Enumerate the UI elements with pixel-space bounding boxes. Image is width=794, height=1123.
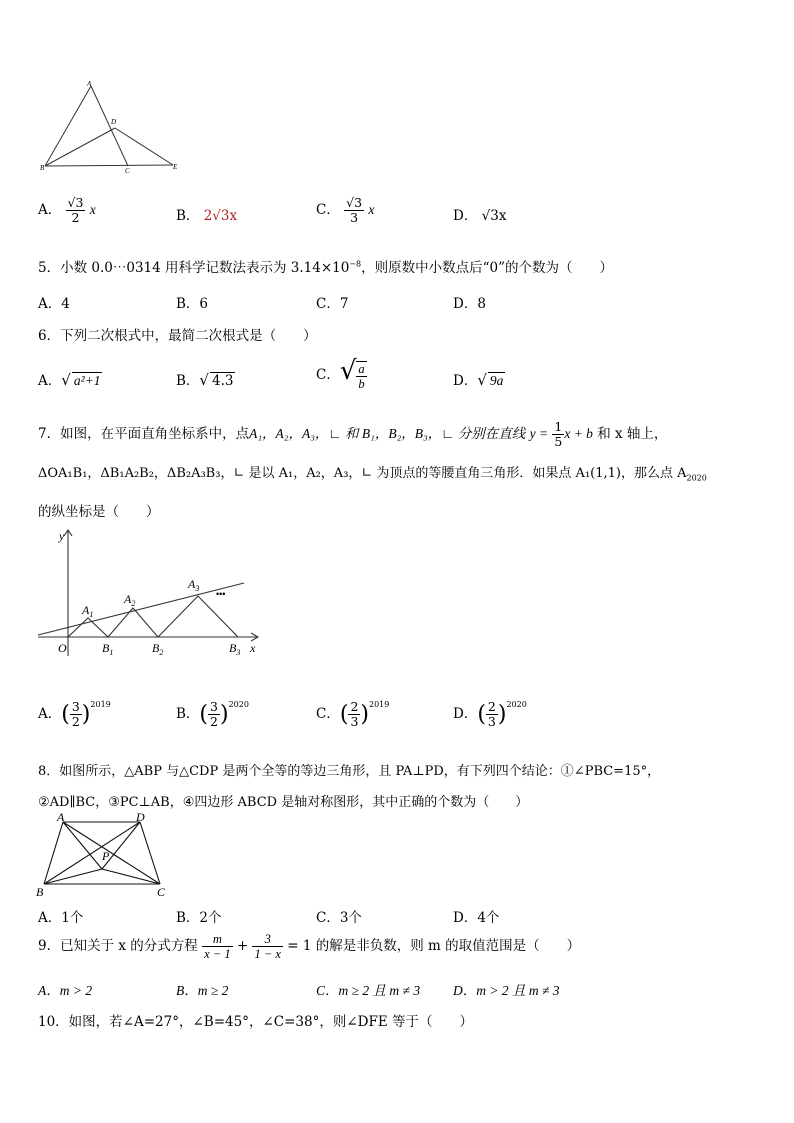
q10-stem: 10．如图，若∠A=27°，∠B=45°，∠C=38°，则∠DFE 等于（ ） [38, 1014, 473, 1030]
q4-option-d[interactable]: D． √3x [453, 208, 507, 224]
label-C: C [125, 167, 130, 175]
q7-stem-line3: 的纵坐标是（ ） [38, 504, 160, 520]
label-x: x [250, 641, 256, 655]
q5-option-d[interactable]: D．8 [453, 296, 486, 312]
q7-option-b[interactable]: B．( $\frac{3}{2}$ )$^{2020}$ [176, 699, 249, 729]
q7-option-d[interactable]: D．( $\frac{2}{3}$ )$^{2020}$ [453, 699, 527, 729]
label-C: C [157, 885, 166, 899]
q8-option-b[interactable]: B．2个 [176, 910, 222, 926]
q8-option-a[interactable]: A．1个 [38, 910, 84, 926]
label-y: y [59, 529, 65, 543]
q6-option-d[interactable]: D．√ 9a [453, 371, 504, 389]
q7-stem-line1: 7．如图，在平面直角坐标系中，点A₁，A₂，A₃，∟ 和 B₁，B₂，B₃，∟ 分别在直线 y = $\frac{1}{5}$ x + b 和 x 轴上， [38, 419, 668, 449]
q8-stem-line1: 8．如图所示，△ABP 与△CDP 是两个全等的等边三角形，且 PA⊥PD，有下列四个结论：①∠PBC=15°， [38, 764, 661, 779]
q4-option-c[interactable]: C． $\frac{√3}{3}$ x [316, 195, 375, 225]
label-E: E [173, 163, 178, 171]
q8-option-c[interactable]: C．3个 [316, 910, 362, 926]
label-B3: $B_3$ [229, 641, 241, 657]
label-O: O [58, 641, 67, 655]
label-P: P [102, 849, 110, 863]
label-B: B [36, 885, 44, 899]
q7-option-a[interactable]: A．( $\frac{3}{2}$ )$^{2019}$ [38, 699, 111, 729]
q4-option-a[interactable]: A． $\frac{√3}{2}$ x [38, 195, 96, 225]
label-B: B [40, 164, 45, 172]
q5-option-b[interactable]: B．6 [176, 296, 209, 312]
q5-option-a[interactable]: A．4 [38, 296, 70, 312]
q8-quadrilateral-figure [36, 810, 170, 902]
q5-option-c[interactable]: C．7 [316, 296, 349, 312]
q7-stem-line2: ΔOA₁B₁，ΔB₁A₂B₂，ΔB₂A₃B₃，∟ 是以 A₁，A₂，A₃，∟ 为顶点的等腰直角三角形．如果点 A₁(1,1)，那么点 $A_{2020}$ [38, 466, 707, 483]
q9-option-d[interactable]: D．m > 2 且 m ≠ 3 [453, 983, 560, 998]
label-B1: $B_1$ [102, 641, 114, 657]
q5-stem: 5．小数 0.0⋯0314 用科学记数法表示为 $3.14\times 10^{-8}$，则原数中小数点后“0”的个数为（ ） [38, 259, 614, 276]
q6-option-b[interactable]: B．√ 4.3 [176, 371, 234, 389]
q9-option-c[interactable]: C．m ≥ 2 且 m ≠ 3 [316, 983, 421, 998]
label-D: D [136, 810, 145, 824]
q6-option-c[interactable]: C．√ $\frac{a}{b}$ [316, 356, 365, 391]
q7-coordinate-figure [36, 526, 266, 661]
q6-option-a[interactable]: A．√ a²+1 [38, 371, 101, 389]
q9-stem: 9．已知关于 x 的分式方程 $\frac{m}{x - 1}$ + $\frac{3}{1 - x}$ = 1 的解是非负数，则 m 的取值范围是（ ） [38, 932, 581, 961]
ellipsis-dots: ••• [216, 589, 226, 599]
label-A2: $A_2$ [124, 592, 136, 608]
label-A3: $A_3$ [188, 577, 200, 593]
label-D: D [111, 118, 117, 126]
q9-option-a[interactable]: A．m > 2 [38, 983, 93, 998]
q6-stem: 6．下列二次根式中，最简二次根式是（ ） [38, 328, 317, 344]
q8-stem-line2: ②AD∥BC，③PC⊥AB，④四边形 ABCD 是轴对称图形，其中正确的个数为（ ） [38, 795, 529, 810]
label-A: A [57, 810, 65, 824]
q7-option-c[interactable]: C．( $\frac{2}{3}$ )$^{2019}$ [316, 699, 390, 729]
q4-option-b[interactable]: B． 2√3x [176, 208, 238, 224]
label-B2: $B_2$ [152, 641, 164, 657]
q9-option-b[interactable]: B．m ≥ 2 [176, 983, 229, 998]
label-A1: $A_1$ [82, 603, 94, 619]
label-A: A [87, 80, 92, 88]
triangle-figure [38, 78, 188, 178]
q8-option-d[interactable]: D．4个 [453, 910, 500, 926]
